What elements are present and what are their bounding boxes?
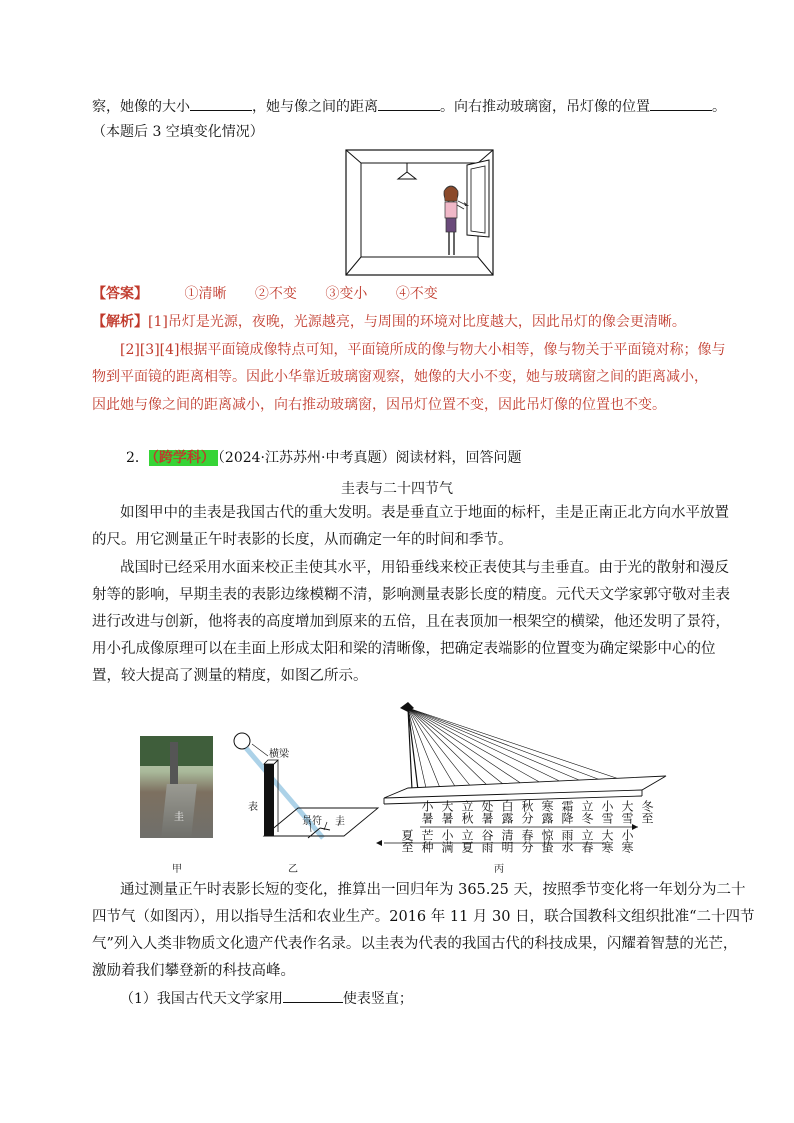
solar-term: 大暑: [440, 800, 454, 824]
analysis-line: 物到平面镜的距离相等。因此小华靠近玻璃窗观察，她像的大小不变，她与玻璃窗之间的距离减小，: [92, 369, 708, 385]
solar-term: 冬至: [640, 800, 654, 824]
analysis-line: [2][3][4]根据平面镜成像特点可知，平面镜所成的像与物大小相等，像与物关于平面镜对称；像与: [120, 342, 726, 358]
question-number: 2．: [126, 450, 149, 466]
answer-blank[interactable]: [650, 96, 712, 111]
solar-terms-bottom: [398, 829, 634, 853]
photo-jia: [140, 736, 213, 838]
paragraph-line: 用小孔成像原理可以在圭面上形成太阳和梁的清晰像，把确定表端影的位置变为确定梁影中心的位: [92, 641, 716, 657]
paragraph-line: 进行改进与创新，他将表的高度增加到原来的五倍，且在表顶加一根架空的横梁，他还发明了景符，: [92, 614, 730, 630]
figure-label-jia: 甲: [172, 864, 182, 875]
solar-term: 小雪: [600, 800, 614, 824]
paragraph-line: 战国时已经采用水面来校正圭使其水平，用铅垂线来校正表使其与圭垂直。由于光的散射和漫反: [120, 560, 729, 576]
solar-term: 清明: [500, 829, 514, 853]
interdisciplinary-tag: （跨学科）: [149, 450, 218, 466]
solar-term: 立冬: [580, 800, 594, 824]
q1-text-d: 。: [712, 99, 726, 115]
q1-note: （本题后 3 空填变化情况）: [92, 124, 264, 140]
answer-item: ④不变: [395, 286, 438, 302]
paragraph-line: 如图甲中的圭表是我国古代的重大发明。表是垂直立于地面的标杆，圭是正南正北方向水平放置: [120, 505, 729, 521]
sub-question-1: [120, 988, 413, 1009]
solar-term: 小暑: [420, 800, 434, 824]
figure-label-bing: 丙: [494, 864, 504, 875]
solar-term: 大寒: [600, 829, 614, 853]
room-figure: [345, 149, 495, 277]
solar-terms-top: [418, 800, 654, 824]
paragraph-line: 四节气（如图丙），用以指导生活和农业生产。2016 年 11 月 30 日，联合国教科文组织批准“二十四节: [92, 909, 755, 925]
paragraph-line: 的尺。用它测量正午时表影的长度，从而确定一年的时间和季节。: [92, 532, 513, 548]
answer-item: ①清晰: [184, 286, 227, 302]
paragraph-line: 射等的影响，早期圭表的表影边缘模糊不清，影响测量表影长度的精度。元代天文学家郭守敬对圭表: [92, 587, 730, 603]
diagram-yi: [228, 730, 388, 850]
solar-term: 霜降: [560, 800, 574, 824]
answer-blank[interactable]: [283, 988, 343, 1003]
solar-term: 夏至: [400, 829, 414, 853]
answer-blank[interactable]: [190, 96, 252, 111]
jia-gui-label: 圭: [174, 812, 184, 823]
answer-row: [92, 284, 438, 304]
solar-term: 立春: [580, 829, 594, 853]
yi-hengliang-label: 横梁: [269, 749, 289, 760]
sub-question-text: （1）我国古代天文学家用: [120, 991, 283, 1007]
q2-header: [126, 448, 521, 468]
paragraph-line: 气”列入人类非物质文化遗产代表作名录。以圭表为代表的我国古代的科技成果，闪耀着智慧的光芒，: [92, 936, 738, 952]
paragraph-line: 通过测量正午时表影长短的变化，推算出一回归年为 365.25 天，按照季节变化将一年划分为二十: [120, 882, 746, 898]
question-source: （2024·江苏苏州·中考真题）阅读材料，回答问题: [217, 450, 522, 466]
analysis-label: 【解析】: [92, 314, 148, 330]
article-title: 圭表与二十四节气: [341, 481, 453, 497]
paragraph-line: 置，较大提高了测量的精度，如图乙所示。: [92, 668, 368, 684]
answer-label: 【答案】: [92, 286, 148, 302]
answer-item: ③变小: [325, 286, 368, 302]
solar-term: 雨水: [560, 829, 574, 853]
yi-biao-label: 表: [248, 802, 258, 813]
q1-line: [92, 96, 726, 117]
solar-term: 芒种: [420, 829, 434, 853]
paragraph-line: 激励着我们攀登新的科技高峰。: [92, 963, 295, 979]
solar-term: 立秋: [460, 800, 474, 824]
solar-term: 白露: [500, 800, 514, 824]
analysis-line: 因此她与像之间的距离减小，向右推动玻璃窗，因吊灯位置不变，因此吊灯像的位置也不变。: [92, 397, 666, 413]
yi-gui-label: 圭: [335, 816, 345, 827]
solar-term: 处暑: [480, 800, 494, 824]
answer-item: ②不变: [254, 286, 297, 302]
solar-term: 小寒: [620, 829, 634, 853]
analysis-text: [1]吊灯是光源，夜晚，光源越亮，与周围的环境对比度越大，因此吊灯的像会更清晰。: [148, 314, 686, 330]
yi-jingfu-label: 景符: [302, 816, 322, 827]
solar-term: 谷雨: [480, 829, 494, 853]
solar-term: 惊蛰: [540, 829, 554, 853]
answer-blank[interactable]: [378, 96, 440, 111]
q1-text-b: ，她与像之间的距离: [252, 99, 378, 115]
solar-term: 春分: [520, 829, 534, 853]
solar-term: 秋分: [520, 800, 534, 824]
solar-term: 寒露: [540, 800, 554, 824]
sub-question-text: 使表竖直；: [342, 991, 413, 1007]
analysis-line: [92, 312, 686, 332]
solar-term: 立夏: [460, 829, 474, 853]
q1-text-c: 。向右推动玻璃窗，吊灯像的位置: [440, 99, 650, 115]
figure-label-yi: 乙: [288, 864, 298, 875]
q1-text-a: 察，她像的大小: [92, 99, 190, 115]
solar-term: 小满: [440, 829, 454, 853]
solar-term: 大雪: [620, 800, 634, 824]
